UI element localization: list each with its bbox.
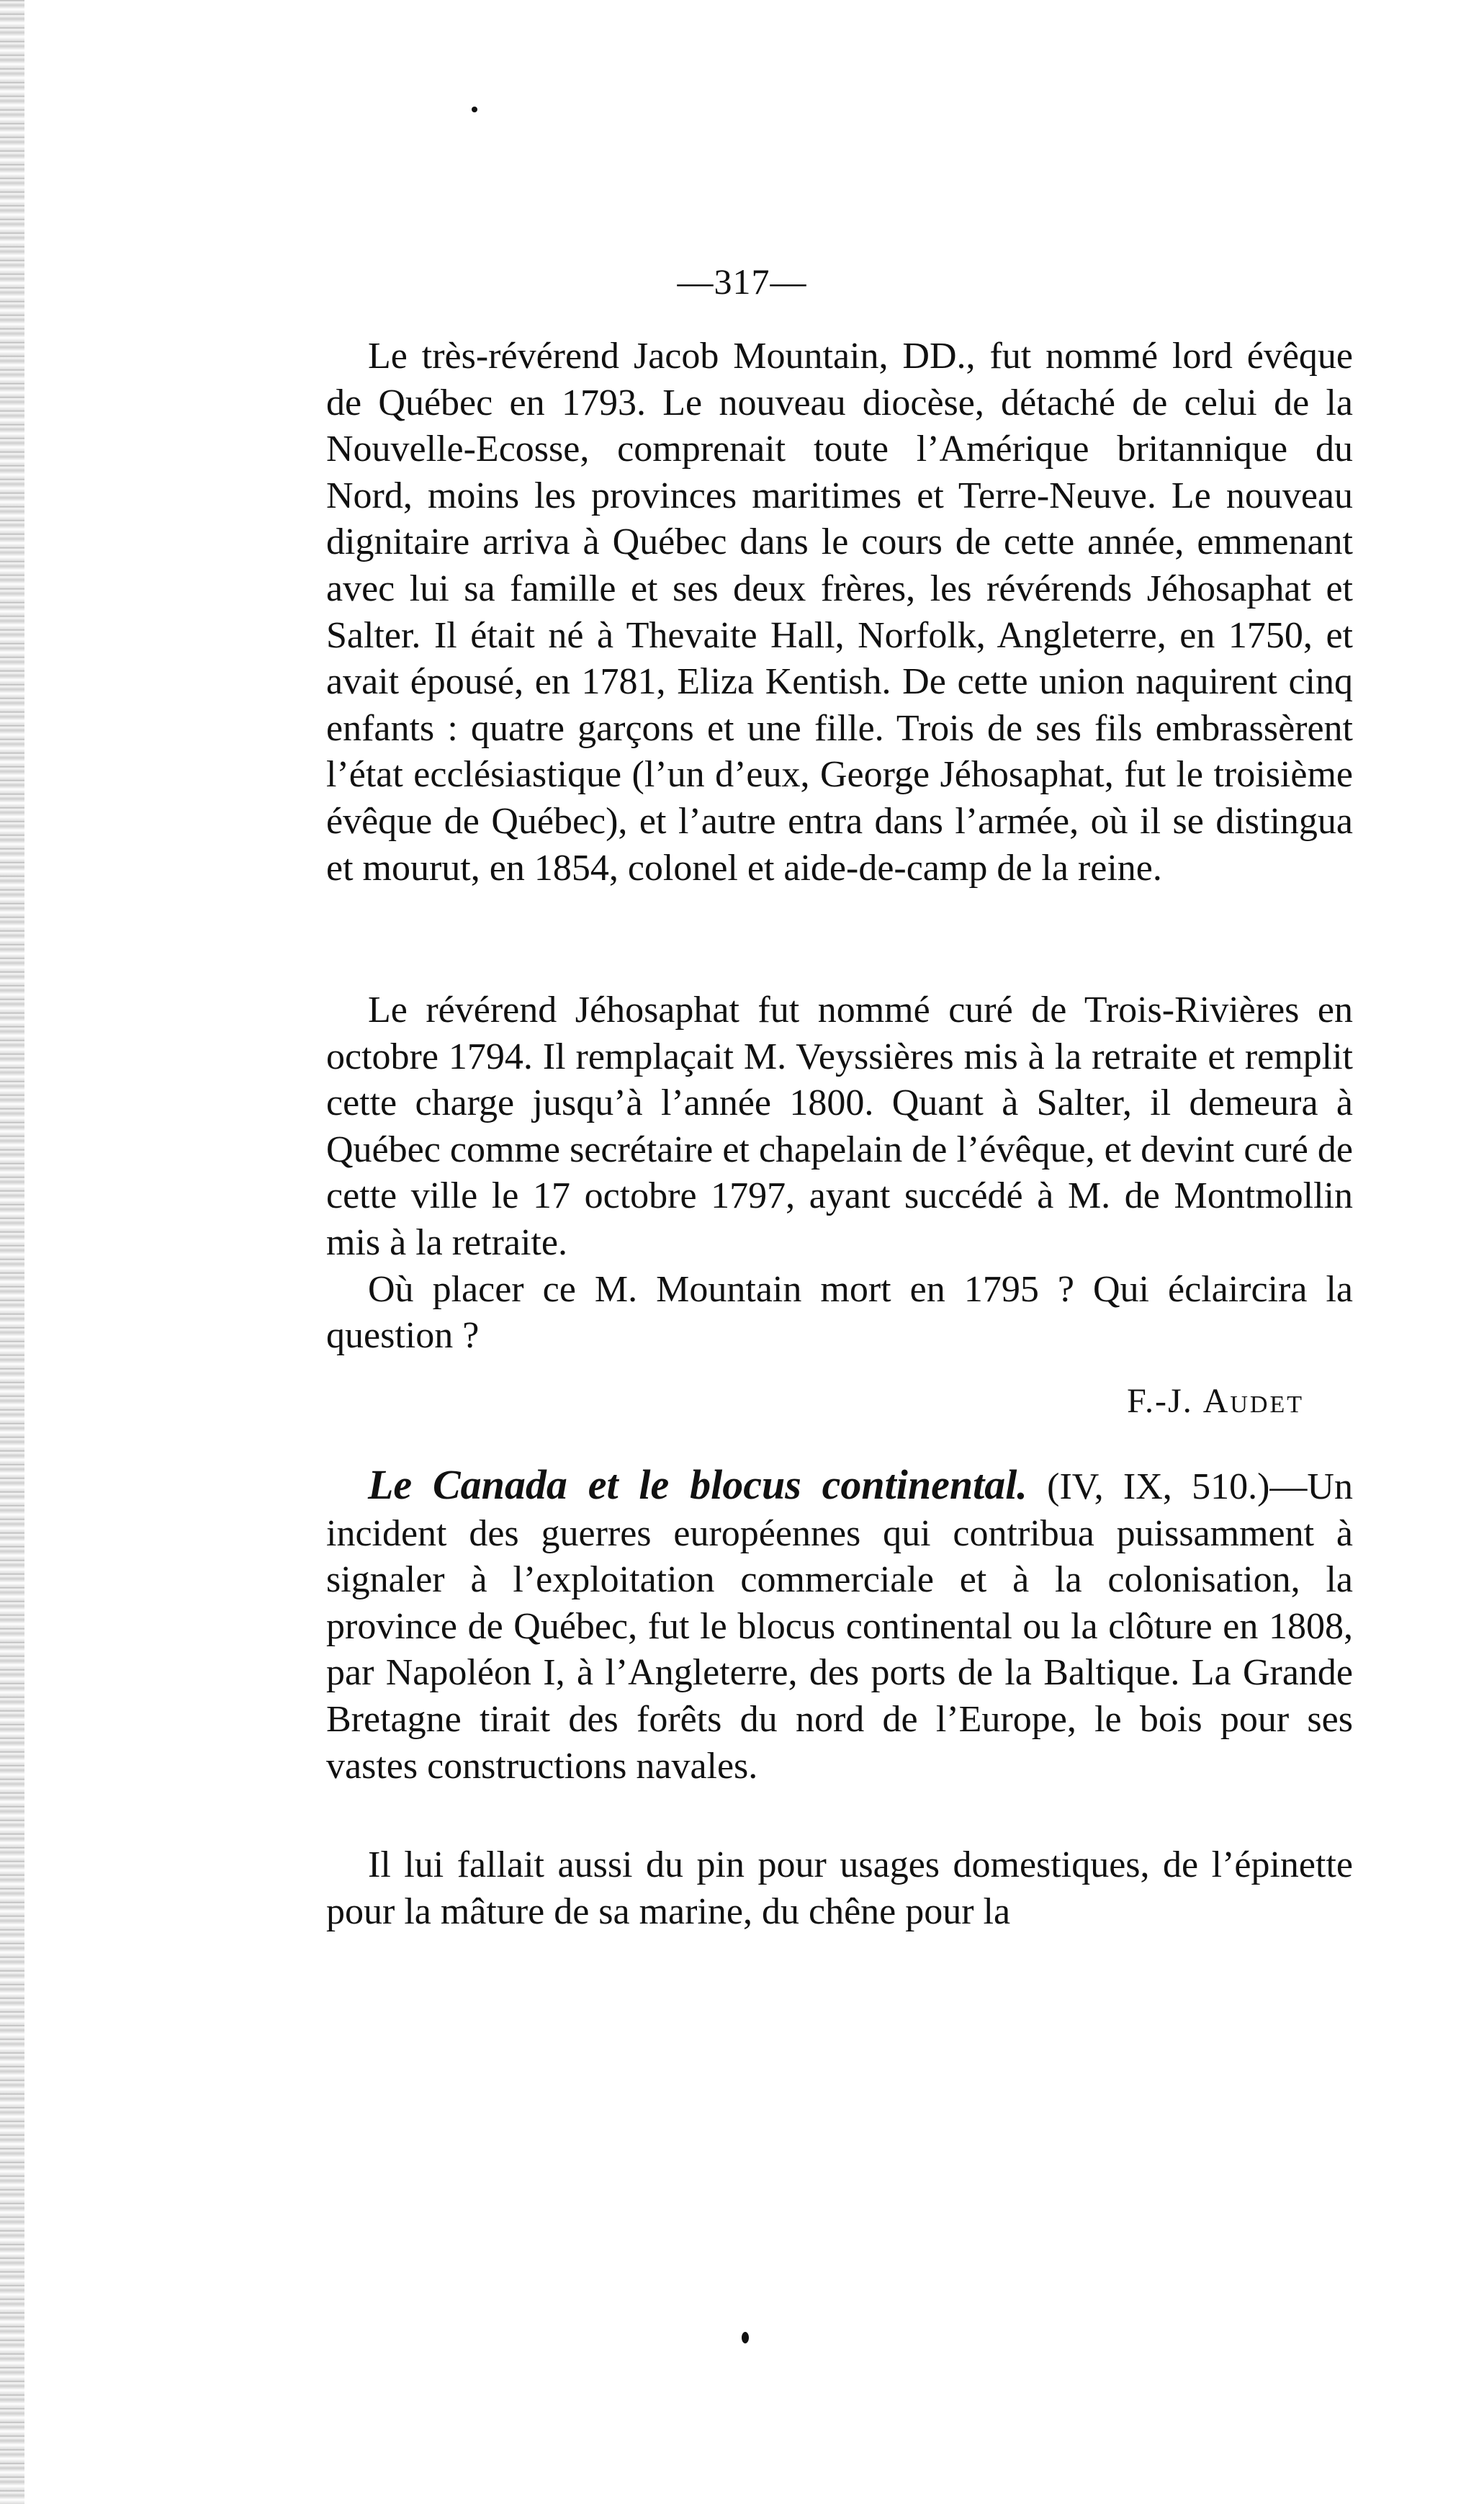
article-continuation: [326, 1842, 1353, 1935]
author-initials: F.-J.: [1127, 1382, 1193, 1420]
article-text: (IV, IX, 510.)—Un incident des guerres européennes qui contribua puissamment à signaler à l’exploitation commerciale et à la colonisation, la province de Québec, fut le blocus continental ou la clôture en 1808, par Napoléon I, à l’Angleterre, des ports de la Baltique. La Grande Bretagne tirait des forêts du nord de l’Europe, le bois pour ses vastes constructions navales.: [326, 1466, 1353, 1787]
article-intro: [326, 1462, 1353, 1790]
article-blocus: [326, 1462, 1353, 1790]
paragraph-question: Où placer ce M. Mountain mort en 1795 ? Qui éclaircira la question ?: [326, 1268, 1353, 1357]
ink-speck: [742, 2332, 749, 2343]
paragraph-mountain: [326, 333, 1353, 892]
author-signature: [1127, 1381, 1304, 1421]
article-title: Le Canada et le blocus continental.: [368, 1461, 1027, 1508]
paragraph-text: Le révérend Jéhosaphat fut nommé curé de Trois-Rivières en octobre 1794. Il remplaçait M. Veyssières mis à la retraite et remplit cette charge jusqu’à l’année 1800. Quant à Salter, il demeura à Québec comme secrétaire et chapelain de l’évêque, et devint curé de cette ville le 17 octobre 1797, ayant succédé à M. de Montmollin mis à la retraite.: [326, 990, 1353, 1263]
ink-speck: [472, 107, 477, 112]
paragraph-text: Le très-révérend Jacob Mountain, DD., fut nommé lord évêque de Québec en 1793. Le nouveau diocèse, détaché de celui de la Nouvelle-Ecosse, comprenait toute l’Amérique britannique du Nord, moins les provinces maritimes et Terre-Neuve. Le nouveau dignitaire arriva à Québec dans le cours de cette année, emmenant avec lui sa famille et ses deux frères, les révérends Jéhosaphat et Salter. Il était né à Thevaite Hall, Norfolk, Angleterre, en 1750, et avait épousé, en 1781, Eliza Kentish. De cette union naquirent cinq enfants : quatre garçons et une fille. Trois de ses fils embrassèrent l’état ecclésiastique (l’un d’eux, George Jéhosaphat, fut le troisième évêque de Québec), et l’autre entra dans l’armée, où il se distingua et mourut, en 1854, colonel et aide-de-camp de la reine.: [326, 336, 1353, 889]
paragraph-jehosaphat: [326, 987, 1353, 1360]
page-number: —317—: [677, 261, 807, 302]
author-surname: Audet: [1202, 1382, 1304, 1420]
paragraph-text: Il lui fallait aussi du pin pour usages domestiques, de l’épinette pour la mâture de sa marine, du chêne pour la: [326, 1844, 1353, 1932]
scan-edge-artifact: [0, 0, 24, 2504]
